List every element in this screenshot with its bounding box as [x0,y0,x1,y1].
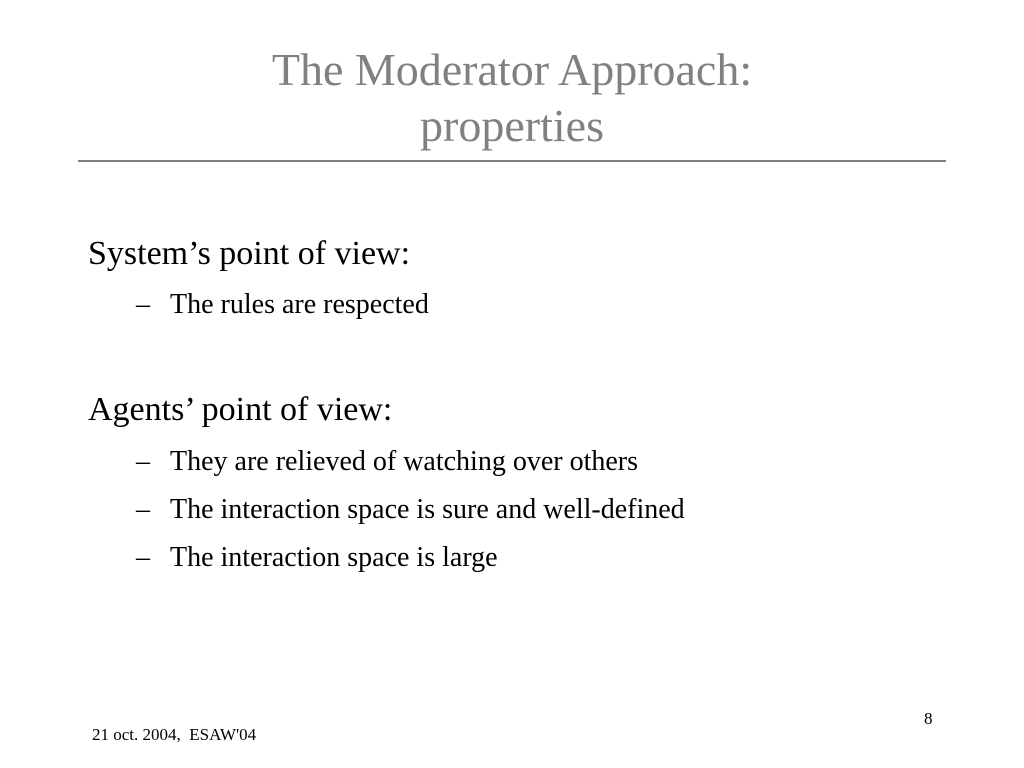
bullet-text: The interaction space is sure and well-defined [170,494,685,525]
title-divider [78,160,946,162]
slide-title-line-1: The Moderator Approach: [271,44,753,95]
bullet-text: They are relieved of watching over others [170,446,639,477]
bullet-item [136,493,685,527]
bullet-dash: – [136,289,150,320]
bullet-dash: – [136,446,150,477]
page-number: 8 [924,709,933,728]
bullet-item [136,541,498,575]
bullet-dash: – [136,542,150,573]
bullet-item [136,445,638,479]
section-heading-agents: Agents’ point of view: [88,391,393,428]
bullet-dash: – [136,494,150,525]
slide-title-line-2: properties [420,100,604,151]
bullet-text: The interaction space is large [170,542,498,573]
bullet-item [136,288,429,322]
bullet-text: The rules are respected [170,289,429,320]
footer-date-event: 21 oct. 2004, ESAW'04 [92,725,257,744]
section-heading-system: System’s point of view: [88,235,411,272]
slide-title [78,42,946,154]
